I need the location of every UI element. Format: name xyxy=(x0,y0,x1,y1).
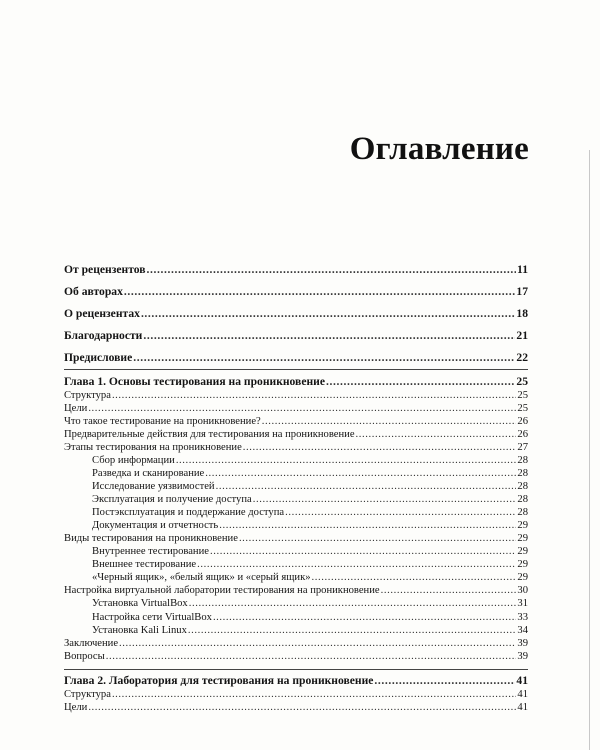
toc-entry-label: Глава 1. Основы тестирования на проникновение xyxy=(64,375,325,388)
toc-entry-label: Исследование уязвимостей xyxy=(92,481,215,492)
dot-leader xyxy=(119,637,516,650)
toc-entry[interactable] xyxy=(64,351,528,364)
toc-entry[interactable] xyxy=(64,688,528,701)
toc-entry[interactable] xyxy=(64,637,528,650)
toc-page-number: 26 xyxy=(517,416,528,427)
toc-page-number: 25 xyxy=(516,375,528,388)
toc-page-number: 41 xyxy=(516,674,528,687)
toc-page-number: 26 xyxy=(517,429,528,440)
dot-leader xyxy=(326,375,515,388)
dot-leader xyxy=(88,402,516,415)
toc-entry-label: Внешнее тестирование xyxy=(92,559,197,570)
dot-leader xyxy=(141,307,515,320)
toc-entry-label: Установка Kali Linux xyxy=(92,625,187,636)
page-title: Оглавление xyxy=(349,131,529,167)
dot-leader xyxy=(88,701,516,714)
page-edge-shadow xyxy=(589,150,590,750)
toc-page-number: 29 xyxy=(517,572,528,583)
toc-entry[interactable] xyxy=(64,389,528,402)
dot-leader xyxy=(143,329,515,342)
toc-page-number: 29 xyxy=(517,546,528,557)
toc-page-number: 41 xyxy=(517,689,528,700)
toc-entry-label: Настройка виртуальной лаборатории тестирования на проникновение xyxy=(64,585,380,596)
toc-page-number: 21 xyxy=(516,329,528,342)
toc-entry-label: Установка VirtualBox xyxy=(92,598,188,609)
toc-entry-label: Разведка и сканирование xyxy=(92,468,205,479)
toc-entry[interactable] xyxy=(64,415,528,428)
toc-page-number: 31 xyxy=(517,598,528,609)
toc-entry[interactable] xyxy=(64,329,528,342)
toc-page-number: 33 xyxy=(517,612,528,623)
dot-leader xyxy=(124,285,516,298)
dot-leader xyxy=(262,415,517,428)
toc-entry[interactable] xyxy=(64,402,528,415)
toc-page-number: 22 xyxy=(516,351,528,364)
dot-leader xyxy=(176,454,517,467)
toc-entry[interactable] xyxy=(92,454,528,467)
toc-entry[interactable] xyxy=(64,701,528,714)
toc-entry[interactable] xyxy=(64,441,528,454)
toc-page-number: 30 xyxy=(517,585,528,596)
toc-entry-label: Вопросы xyxy=(64,651,105,662)
toc-entry[interactable] xyxy=(92,611,528,624)
toc-page-number: 28 xyxy=(517,455,528,466)
toc-page-number: 18 xyxy=(516,307,528,320)
toc-entry[interactable] xyxy=(92,506,528,519)
dot-leader xyxy=(106,650,517,663)
dot-leader xyxy=(253,493,517,506)
dot-leader xyxy=(356,428,517,441)
dot-leader xyxy=(213,611,516,624)
toc-entry[interactable] xyxy=(64,375,528,388)
dot-leader xyxy=(197,558,516,571)
toc-entry-label: Документация и отчетность xyxy=(92,520,219,531)
dot-leader xyxy=(374,674,515,687)
toc-entry[interactable] xyxy=(64,674,528,687)
toc-entry-label: Структура xyxy=(64,689,111,700)
toc-entry-label: От рецензентов xyxy=(64,263,146,276)
dot-leader xyxy=(188,624,517,637)
toc-entry-label: Предварительные действия для тестирования на проникновение xyxy=(64,429,355,440)
toc-entry[interactable] xyxy=(64,263,528,276)
dot-leader xyxy=(219,519,516,532)
toc-entry-label: О рецензентах xyxy=(64,307,140,320)
toc-entry-label: Постэксплуатация и поддержание доступа xyxy=(92,507,285,518)
toc-page-number: 28 xyxy=(517,507,528,518)
toc-entry[interactable] xyxy=(92,519,528,532)
section-divider xyxy=(64,669,528,670)
toc-entry[interactable] xyxy=(92,597,528,610)
toc-entry[interactable] xyxy=(92,545,528,558)
toc-entry[interactable] xyxy=(92,571,528,584)
toc-entry-label: «Черный ящик», «белый ящик» и «серый ящик» xyxy=(92,572,311,583)
toc-entry-label: Глава 2. Лаборатория для тестирования на проникновение xyxy=(64,674,374,687)
toc-page-number: 39 xyxy=(517,638,528,649)
toc-page-number: 41 xyxy=(517,702,528,713)
toc-page-number: 27 xyxy=(517,442,528,453)
toc-entry-label: Заключение xyxy=(64,638,119,649)
toc-page-number: 25 xyxy=(517,403,528,414)
dot-leader xyxy=(205,467,516,480)
toc-page-number: 34 xyxy=(517,625,528,636)
toc-page-number: 28 xyxy=(517,494,528,505)
toc-entry-label: Виды тестирования на проникновение xyxy=(64,533,238,544)
toc-entry[interactable] xyxy=(92,467,528,480)
toc-entry[interactable] xyxy=(64,307,528,320)
toc-entry[interactable] xyxy=(64,650,528,663)
dot-leader xyxy=(243,441,517,454)
toc-entry-label: Эксплуатация и получение доступа xyxy=(92,494,252,505)
toc-entry-label: Внутреннее тестирование xyxy=(92,546,209,557)
toc-entry[interactable] xyxy=(64,532,528,545)
toc-page-number: 29 xyxy=(517,520,528,531)
dot-leader xyxy=(147,263,517,276)
toc-entry-label: Что такое тестирование на проникновение? xyxy=(64,416,261,427)
dot-leader xyxy=(312,571,517,584)
toc-entry-label: Предисловие xyxy=(64,351,133,364)
dot-leader xyxy=(112,688,516,701)
toc-page-number: 28 xyxy=(517,468,528,479)
toc-page-number: 25 xyxy=(517,390,528,401)
toc-entry-label: Цели xyxy=(64,403,88,414)
toc-entry[interactable] xyxy=(92,480,528,493)
toc-page-number: 39 xyxy=(517,651,528,662)
dot-leader xyxy=(285,506,516,519)
dot-leader xyxy=(381,584,517,597)
toc-entry-label: Благодарности xyxy=(64,329,143,342)
toc-entry-label: Настройка сети VirtualBox xyxy=(92,612,212,623)
toc-entry[interactable] xyxy=(92,558,528,571)
toc-entry[interactable] xyxy=(92,624,528,637)
dot-leader xyxy=(239,532,516,545)
toc-page-number: 17 xyxy=(516,285,528,298)
toc-entry-label: Этапы тестирования на проникновение xyxy=(64,442,242,453)
toc-entry-label: Структура xyxy=(64,390,111,401)
toc-page-number: 28 xyxy=(517,481,528,492)
toc-entry-label: Об авторах xyxy=(64,285,123,298)
toc-entry[interactable] xyxy=(92,493,528,506)
toc-page-number: 29 xyxy=(517,559,528,570)
dot-leader xyxy=(189,597,517,610)
dot-leader xyxy=(210,545,516,558)
dot-leader xyxy=(112,389,516,402)
toc-entry[interactable] xyxy=(64,285,528,298)
toc-entry[interactable] xyxy=(64,584,528,597)
toc-entry[interactable] xyxy=(64,428,528,441)
toc-entry-label: Сбор информации xyxy=(92,455,175,466)
toc-entry-label: Цели xyxy=(64,702,88,713)
dot-leader xyxy=(133,351,515,364)
toc-page-number: 11 xyxy=(517,263,528,276)
section-divider xyxy=(64,369,528,370)
toc-page-number: 29 xyxy=(517,533,528,544)
dot-leader xyxy=(216,480,517,493)
